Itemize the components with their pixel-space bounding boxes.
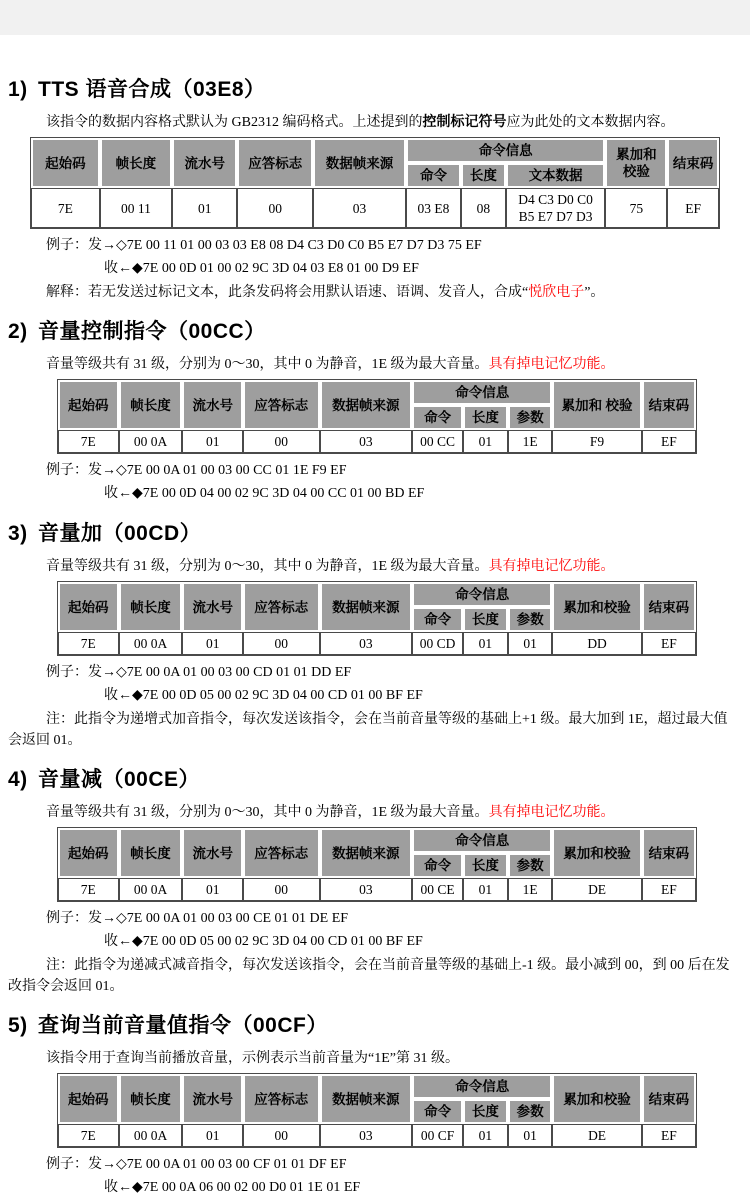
sub-header-param: 参数 <box>508 405 553 430</box>
col-header-checksum <box>605 138 667 188</box>
example-label: 例子： <box>46 238 88 253</box>
intro-text: 该指令的数据内容格式默认为 GB2312 编码格式。上述提到的 <box>46 115 423 130</box>
example-send-line <box>46 907 736 930</box>
cell-start-code: 7E <box>58 632 119 655</box>
col-header-end-code: 结束码 <box>642 380 696 430</box>
cell-end-code: EF <box>642 430 696 453</box>
example-send-line <box>46 661 736 684</box>
section-5-title: 查询当前音量值指令（00CF） <box>38 1014 328 1037</box>
col-header-command-info: 命令信息 <box>412 582 552 607</box>
example-send: 发→◇7E 00 11 01 00 03 03 E8 08 D4 C3 D0 C0 B5 E7 D7 D3 75 EF <box>88 238 482 253</box>
table-row <box>58 430 696 453</box>
intro-red-text: 具有掉电记忆功能。 <box>488 559 615 574</box>
col-header-end-code: 结束码 <box>667 138 719 188</box>
cell-frame-length: 00 0A <box>119 632 183 655</box>
frame-table-volume-control <box>57 379 697 454</box>
example-send: 发→◇7E 00 0A 01 00 03 00 CF 01 01 DF EF <box>88 1157 347 1172</box>
cell-frame-source: 03 <box>320 632 413 655</box>
cell-command: 00 CF <box>412 1124 463 1147</box>
cell-param: 1E <box>508 430 553 453</box>
intro-red-text: 具有掉电记忆功能。 <box>488 357 615 372</box>
cell-serial: 01 <box>172 188 237 228</box>
text-data-line2: B5 E7 D7 D3 <box>518 209 593 224</box>
col-header-checksum: 累加和 校验 <box>552 380 641 430</box>
checksum-line1: 累加和 <box>616 147 657 162</box>
col-header-frame-length: 帧长度 <box>119 582 183 632</box>
cell-start-code: 7E <box>58 1124 119 1147</box>
cell-frame-source: 03 <box>313 188 406 228</box>
col-header-serial: 流水号 <box>172 138 237 188</box>
sub-header-command: 命令 <box>412 405 463 430</box>
cell-start-code: 7E <box>58 878 119 901</box>
section-3-title: 音量加（00CD） <box>38 522 202 545</box>
cell-length: 01 <box>463 1124 508 1147</box>
example-label: 例子： <box>46 463 88 478</box>
frame-table-volume-up <box>57 581 697 656</box>
cell-frame-length: 00 0A <box>119 430 183 453</box>
section-1-title: TTS 语音合成（03E8） <box>38 78 266 101</box>
col-header-start-code: 起始码 <box>58 380 119 430</box>
col-header-checksum: 累加和校验 <box>552 828 641 878</box>
col-header-start-code: 起始码 <box>58 1074 119 1124</box>
section-5-number: 5) <box>8 1014 28 1037</box>
col-header-command-info: 命令信息 <box>412 1074 552 1099</box>
example-recv-line: 收←◆7E 00 0D 01 00 02 9C 3D 04 03 E8 01 00 D9 EF <box>104 261 419 276</box>
section-3-heading <box>8 521 736 547</box>
cell-ack-flag: 00 <box>243 430 320 453</box>
col-header-end-code: 结束码 <box>642 828 696 878</box>
col-header-frame-source: 数据帧来源 <box>320 1074 413 1124</box>
sub-header-length: 长度 <box>463 1099 508 1124</box>
cell-ack-flag: 00 <box>243 632 320 655</box>
intro-bold-text: 控制标记符号 <box>422 115 507 130</box>
table-row <box>58 878 696 901</box>
col-header-serial: 流水号 <box>182 582 243 632</box>
document-content <box>0 35 750 1199</box>
explain-text: ”。 <box>584 285 605 300</box>
sub-header-length: 长度 <box>463 853 508 878</box>
col-header-command-info: 命令信息 <box>412 380 552 405</box>
cell-ack-flag: 00 <box>237 188 313 228</box>
example-send-line <box>46 459 736 482</box>
section-3-number: 3) <box>8 522 28 545</box>
col-header-checksum: 累加和校验 <box>552 1074 641 1124</box>
sub-header-command: 命令 <box>412 607 463 632</box>
example-recv-line: 收←◆7E 00 0A 06 00 02 00 D0 01 1E 01 EF <box>104 1180 361 1195</box>
sub-header-command: 命令 <box>412 1099 463 1124</box>
top-bar <box>0 0 750 35</box>
sub-header-length: 长度 <box>463 405 508 430</box>
cell-length: 01 <box>463 632 508 655</box>
section-2-title: 音量控制指令（00CC） <box>38 320 266 343</box>
example-label: 例子： <box>46 665 88 680</box>
col-header-end-code: 结束码 <box>642 582 696 632</box>
example-send-line <box>46 234 736 257</box>
cell-serial: 01 <box>182 878 243 901</box>
table-row <box>58 1124 696 1147</box>
intro-text: 该指令用于查询当前播放音量，示例表示当前音量为“1E”第 31 级。 <box>46 1051 459 1066</box>
cell-param: 01 <box>508 632 553 655</box>
cell-end-code: EF <box>642 632 696 655</box>
cell-length: 08 <box>461 188 506 228</box>
intro-text: 音量等级共有 31 级，分别为 0～30，其中 0 为静音，1E 级为最大音量。 <box>46 805 489 820</box>
section-4-intro <box>8 802 736 823</box>
section-1-intro <box>8 112 736 133</box>
frame-table-query-volume <box>57 1073 697 1148</box>
cell-frame-source: 03 <box>320 430 413 453</box>
section-1-number: 1) <box>8 78 28 101</box>
col-header-ack-flag: 应答标志 <box>243 1074 320 1124</box>
explain-text: 解释：若无发送过标记文本，此条发码将会用默认语速、语调、发音人，合成“ <box>46 285 529 300</box>
cell-checksum: F9 <box>552 430 641 453</box>
example-block <box>46 661 736 707</box>
col-header-ack-flag: 应答标志 <box>237 138 313 188</box>
example-send: 发→◇7E 00 0A 01 00 03 00 CE 01 01 DE EF <box>88 911 349 926</box>
cell-checksum: DE <box>552 878 641 901</box>
cell-checksum: DD <box>552 632 641 655</box>
section-2-intro <box>8 354 736 375</box>
text-data-line1: D4 C3 D0 C0 <box>518 192 593 207</box>
col-header-serial: 流水号 <box>182 380 243 430</box>
example-block <box>46 459 736 505</box>
section-volume-control <box>8 319 736 505</box>
explain-red-text: 悦欣电子 <box>528 285 585 300</box>
intro-text: 音量等级共有 31 级，分别为 0～30，其中 0 为静音，1E 级为最大音量。 <box>46 559 489 574</box>
col-header-checksum: 累加和校验 <box>552 582 641 632</box>
cell-frame-length: 00 0A <box>119 1124 183 1147</box>
cell-start-code: 7E <box>58 430 119 453</box>
cell-text-data <box>506 188 606 228</box>
section-volume-up <box>8 521 736 751</box>
sub-header-param: 参数 <box>508 853 553 878</box>
section-2-heading <box>8 319 736 345</box>
col-header-start-code: 起始码 <box>58 582 119 632</box>
col-header-serial: 流水号 <box>182 828 243 878</box>
cell-length: 01 <box>463 878 508 901</box>
intro-red-text: 具有掉电记忆功能。 <box>488 805 615 820</box>
col-header-frame-source: 数据帧来源 <box>320 582 413 632</box>
sub-header-command: 命令 <box>406 163 461 188</box>
cell-end-code: EF <box>642 1124 696 1147</box>
col-header-frame-length: 帧长度 <box>100 138 172 188</box>
section-2-number: 2) <box>8 320 28 343</box>
cell-param: 1E <box>508 878 553 901</box>
table-row <box>58 632 696 655</box>
section-1-heading <box>8 77 736 103</box>
col-header-frame-source: 数据帧来源 <box>313 138 406 188</box>
col-header-start-code: 起始码 <box>58 828 119 878</box>
col-header-start-code: 起始码 <box>31 138 100 188</box>
cell-ack-flag: 00 <box>243 878 320 901</box>
section-4-title: 音量减（00CE） <box>38 768 201 791</box>
section-query-volume <box>8 1013 736 1199</box>
cell-frame-source: 03 <box>320 878 413 901</box>
example-send: 发→◇7E 00 0A 01 00 03 00 CC 01 1E F9 EF <box>88 463 347 478</box>
col-header-end-code: 结束码 <box>642 1074 696 1124</box>
sub-header-length: 长度 <box>461 163 506 188</box>
example-label: 例子： <box>46 911 88 926</box>
col-header-command-info: 命令信息 <box>406 138 606 163</box>
col-header-frame-source: 数据帧来源 <box>320 828 413 878</box>
col-header-ack-flag: 应答标志 <box>243 380 320 430</box>
cell-command: 00 CC <box>412 430 463 453</box>
cell-frame-length: 00 0A <box>119 878 183 901</box>
example-recv-line: 收←◆7E 00 0D 05 00 02 9C 3D 04 00 CD 01 00 BF EF <box>104 934 423 949</box>
cell-serial: 01 <box>182 1124 243 1147</box>
col-header-command-info: 命令信息 <box>412 828 552 853</box>
example-block <box>46 234 736 280</box>
cell-serial: 01 <box>182 632 243 655</box>
section-volume-down <box>8 767 736 997</box>
sub-header-param: 参数 <box>508 607 553 632</box>
cell-serial: 01 <box>182 430 243 453</box>
example-recv-line: 收←◆7E 00 0D 04 00 02 9C 3D 04 00 CC 01 00 BD EF <box>104 486 425 501</box>
example-recv-line: 收←◆7E 00 0D 05 00 02 9C 3D 04 00 CD 01 00 BF EF <box>104 688 423 703</box>
section-4-heading <box>8 767 736 793</box>
checksum-line2: 校验 <box>622 164 650 179</box>
cell-command: 03 E8 <box>406 188 461 228</box>
section-tts-synthesis <box>8 77 736 303</box>
section-5-intro <box>8 1048 736 1069</box>
intro-text: 音量等级共有 31 级，分别为 0～30，其中 0 为静音，1E 级为最大音量。 <box>46 357 489 372</box>
cell-frame-source: 03 <box>320 1124 413 1147</box>
cell-checksum: DE <box>552 1124 641 1147</box>
section-4-note: 注：此指令为递减式减音指令，每次发送该指令，会在当前音量等级的基础上-1 级。最小减到 00，到 00 后在发改指令会返回 01。 <box>8 958 730 994</box>
col-header-serial: 流水号 <box>182 1074 243 1124</box>
cell-end-code: EF <box>667 188 719 228</box>
intro-text: 应为此处的文本数据内容。 <box>506 115 675 130</box>
example-label: 例子： <box>46 1157 88 1172</box>
sub-header-length: 长度 <box>463 607 508 632</box>
example-block <box>46 1153 736 1199</box>
col-header-frame-length: 帧长度 <box>119 828 183 878</box>
frame-table-volume-down <box>57 827 697 902</box>
frame-table-tts <box>30 137 720 229</box>
section-3-intro <box>8 556 736 577</box>
col-header-ack-flag: 应答标志 <box>243 582 320 632</box>
cell-length: 01 <box>463 430 508 453</box>
sub-header-param: 参数 <box>508 1099 553 1124</box>
example-send-line <box>46 1153 736 1176</box>
section-5-heading <box>8 1013 736 1039</box>
cell-start-code: 7E <box>31 188 100 228</box>
example-block <box>46 907 736 953</box>
col-header-frame-length: 帧长度 <box>119 1074 183 1124</box>
cell-command: 00 CE <box>412 878 463 901</box>
cell-param: 01 <box>508 1124 553 1147</box>
cell-ack-flag: 00 <box>243 1124 320 1147</box>
table-row <box>31 188 719 228</box>
section-3-note: 注：此指令为递增式加音指令，每次发送该指令，会在当前音量等级的基础上+1 级。最大加到 1E，超过最大值会返回 01。 <box>8 712 728 748</box>
example-send: 发→◇7E 00 0A 01 00 03 00 CD 01 01 DD EF <box>88 665 352 680</box>
cell-command: 00 CD <box>412 632 463 655</box>
sub-header-text-data: 文本数据 <box>506 163 606 188</box>
cell-end-code: EF <box>642 878 696 901</box>
col-header-frame-source: 数据帧来源 <box>320 380 413 430</box>
col-header-ack-flag: 应答标志 <box>243 828 320 878</box>
cell-frame-length: 00 11 <box>100 188 172 228</box>
section-4-number: 4) <box>8 768 28 791</box>
sub-header-command: 命令 <box>412 853 463 878</box>
col-header-frame-length: 帧长度 <box>119 380 183 430</box>
section-1-explain <box>8 282 736 303</box>
cell-checksum: 75 <box>605 188 667 228</box>
